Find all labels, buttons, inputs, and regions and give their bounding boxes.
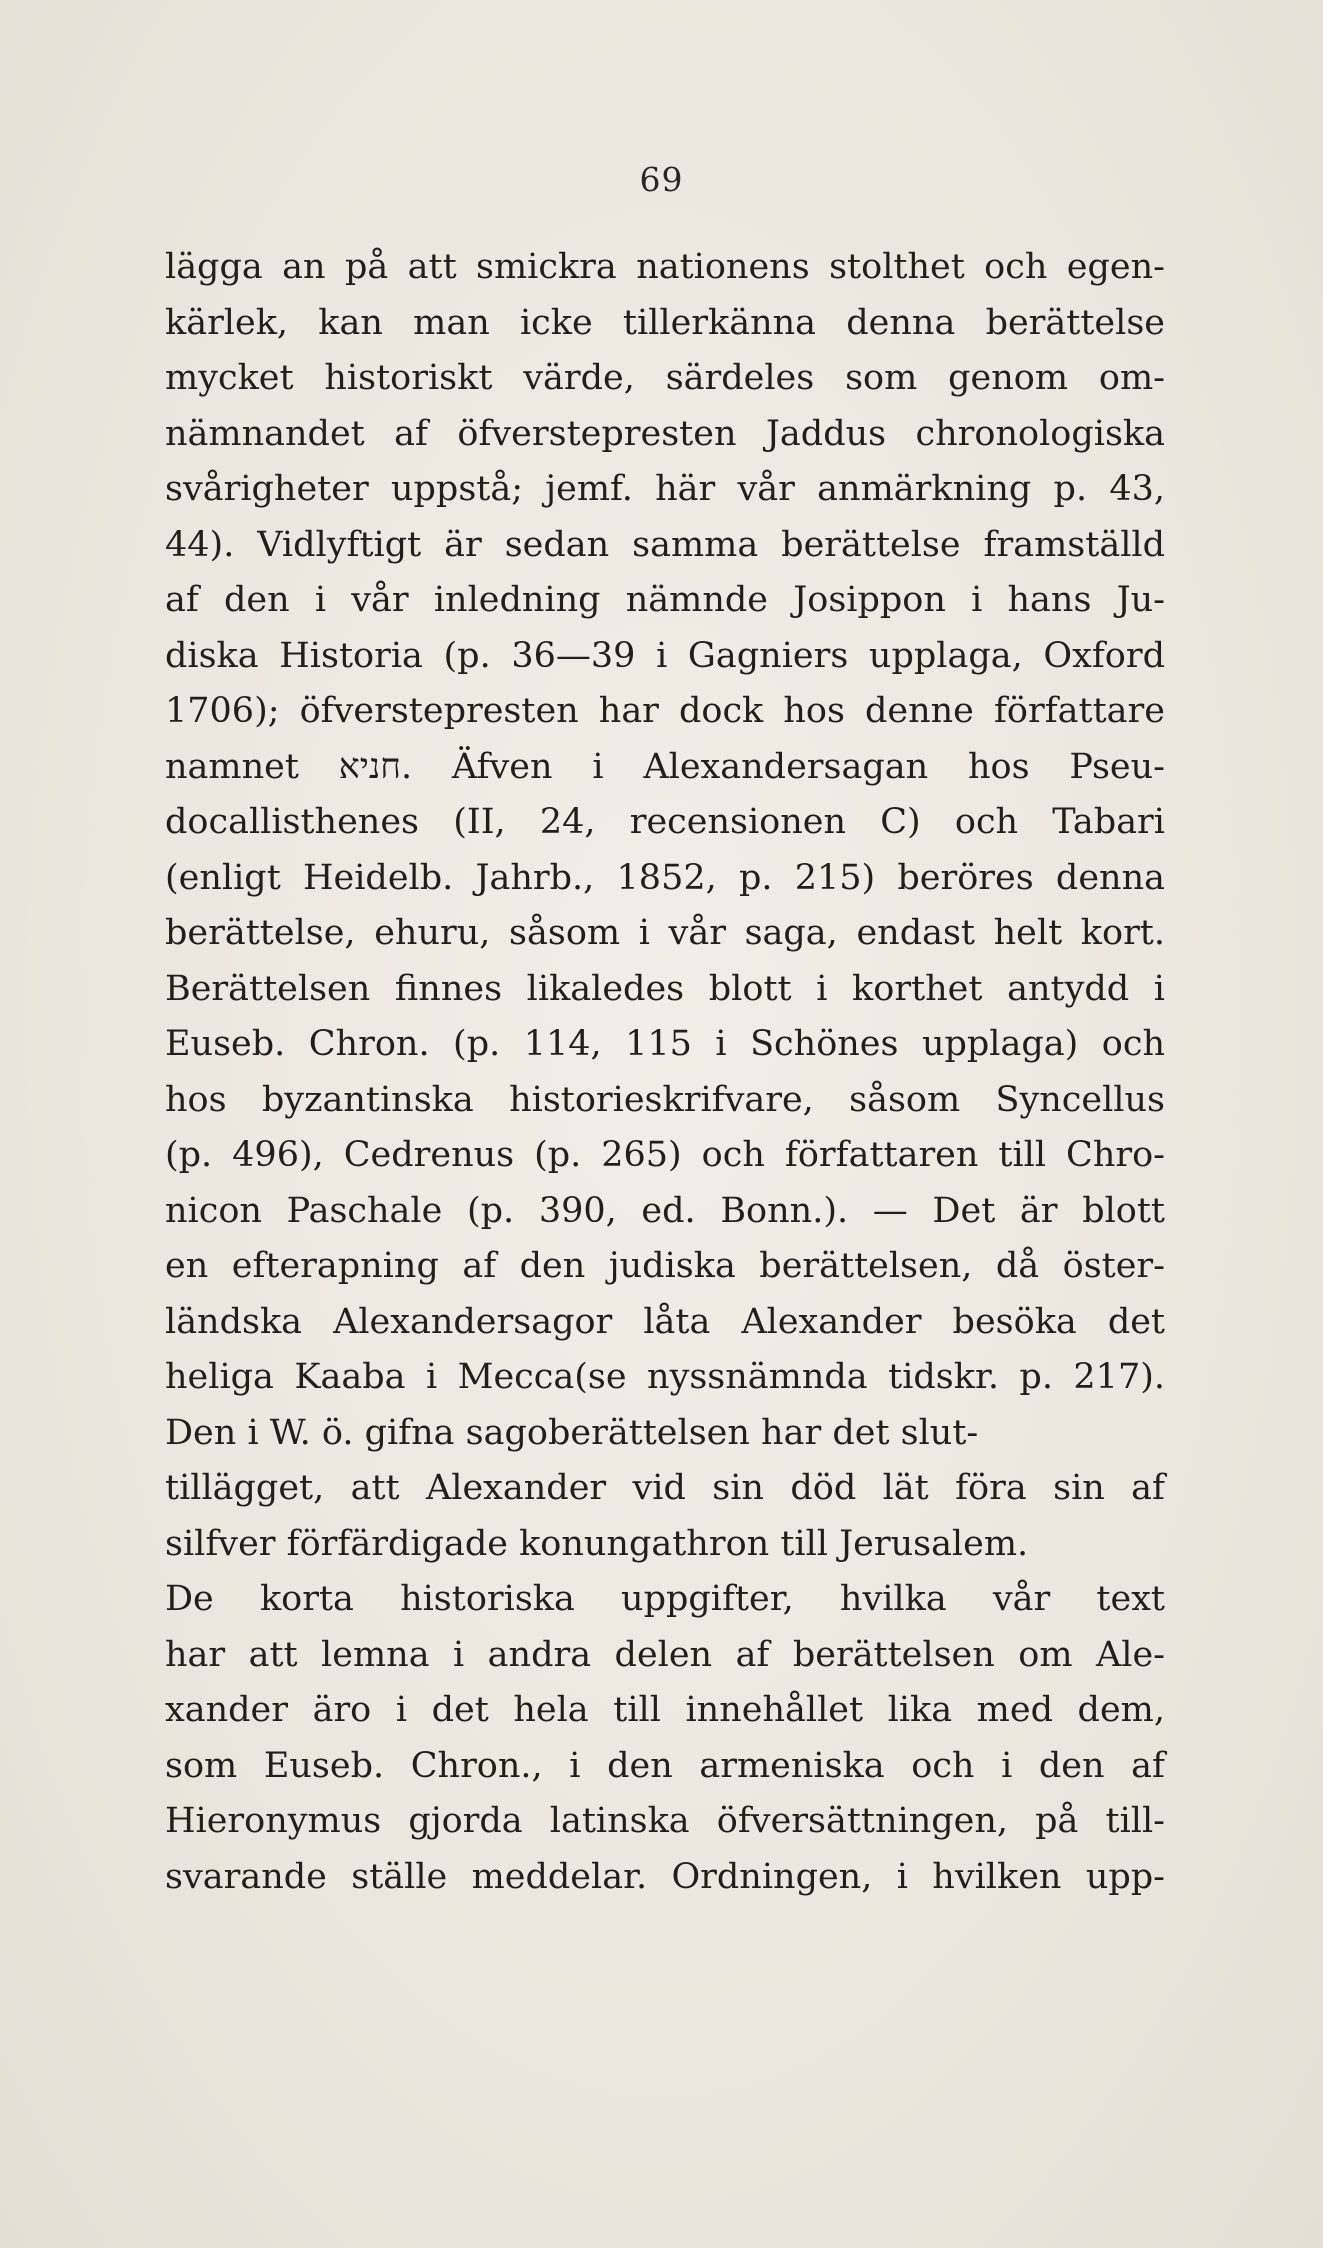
body-text [165, 240, 1165, 1905]
text-line: (enligt Heidelb. Jahrb., 1852, p. 215) beröres denna [165, 857, 1165, 898]
text-line: xander äro i det hela till innehållet lika med dem, [165, 1690, 1165, 1730]
text-line: af den i vår inledning nämnde Josippon i hans Ju- [165, 580, 1165, 620]
text-line: tillägget, att Alexander vid sin död lät föra sin af [165, 1468, 1165, 1508]
text-line: en efterapning af den judiska berättelsen, då öster- [165, 1246, 1165, 1286]
text-line: 44). Vidlyftigt är sedan samma berättelse framställd [165, 524, 1165, 565]
text-line: Den i W. ö. gifna sagoberättelsen har det slut- [165, 1412, 979, 1453]
text-line: ländska Alexandersagor låta Alexander besöka det [165, 1301, 1165, 1342]
text-line: svårigheter uppstå; jemf. här vår anmärkning p. 43, [165, 469, 1165, 509]
text-line: diska Historia (p. 36—39 i Gagniers upplaga, Oxford [165, 635, 1165, 676]
text-line: har att lemna i andra delen af berättelsen om Ale- [165, 1634, 1165, 1675]
text-line: silfver förfärdigade konungathron till Jerusalem. [165, 1523, 1029, 1564]
text-line: svarande ställe meddelar. Ordningen, i hvilken upp- [165, 1856, 1165, 1897]
text-line: som Euseb. Chron., i den armeniska och i den af [165, 1745, 1165, 1786]
text-line: Euseb. Chron. (p. 114, 115 i Schönes upplaga) och [165, 1024, 1165, 1064]
text-line: 1706); öfverstepresten har dock hos denne författare [165, 691, 1165, 731]
text-line: De korta historiska uppgifter, hvilka vår text [165, 1579, 1165, 1619]
text-line: mycket historiskt värde, särdeles som genom om- [165, 358, 1165, 398]
page-number: 69 [639, 160, 684, 199]
text-line: Hieronymus gjorda latinska öfversättningen, på till- [165, 1801, 1165, 1841]
text-line: nicon Paschale (p. 390, ed. Bonn.). — Det är blott [165, 1190, 1165, 1231]
text-line: berättelse, ehuru, såsom i vår saga, endast helt kort. [165, 913, 1165, 953]
text-line: heliga Kaaba i Mecca(se nyssnämnda tidskr. p. 217). [165, 1357, 1165, 1397]
text-line: (p. 496), Cedrenus (p. 265) och författaren till Chro- [165, 1135, 1165, 1175]
text-line: namnet חניא. Äfven i Alexandersagan hos Pseu- [165, 746, 1165, 787]
text-line: hos byzantinska historieskrifvare, såsom Syncellus [165, 1079, 1165, 1120]
text-line: lägga an på att smickra nationens stolthet och egen- [165, 247, 1165, 287]
text-line: Berättelsen finnes likaledes blott i korthet antydd i [165, 968, 1165, 1009]
text-line: docallisthenes (II, 24, recensionen C) och Tabari [165, 802, 1165, 842]
text-line: kärlek, kan man icke tillerkänna denna berättelse [165, 302, 1165, 343]
text-line: nämnandet af öfverstepresten Jaddus chronologiska [165, 413, 1165, 454]
